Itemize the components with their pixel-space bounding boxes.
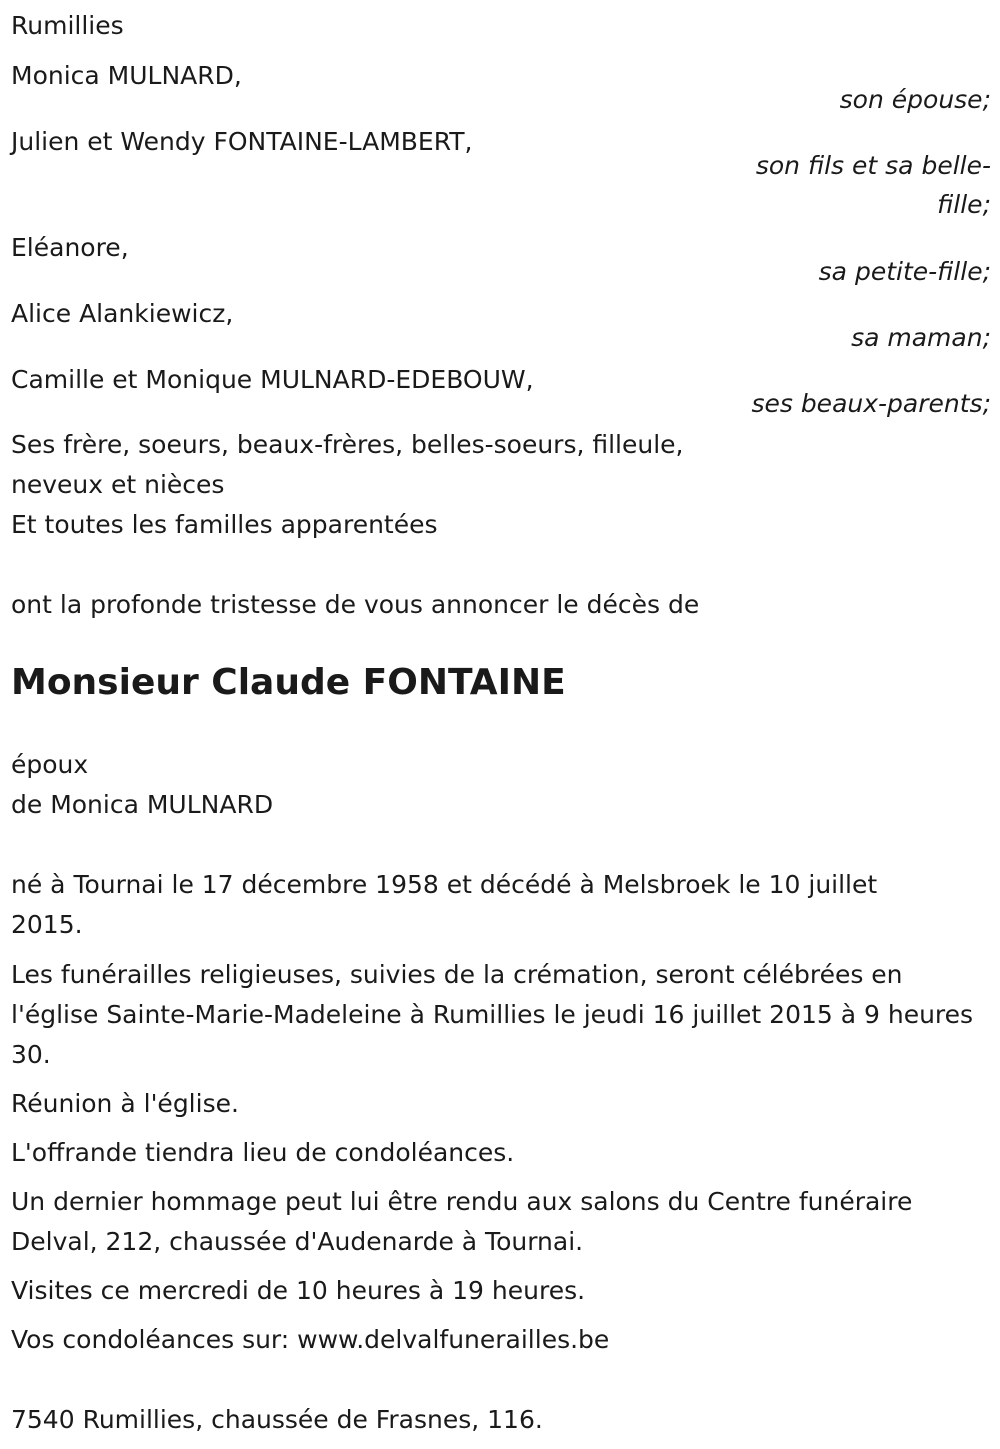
- death-notice: [11, 6, 991, 1440]
- relative-role: son fils et sa belle-fille;: [755, 151, 991, 219]
- relative-entry: [11, 294, 991, 357]
- deceased-relation: [11, 745, 991, 825]
- relative-name: Monica MULNARD,: [11, 61, 242, 90]
- relative-name: Alice Alankiewicz,: [11, 299, 234, 328]
- relative-role: sa maman;: [851, 323, 991, 352]
- birth-death-text: né à Tournai le 17 décembre 1958 et décédé à Melsbroek le 10 juillet 2015.: [11, 870, 878, 939]
- meeting-text: Réunion à l'église.: [11, 1089, 239, 1118]
- relative-role: ses beaux-parents;: [751, 389, 991, 418]
- tribute-text: Un dernier hommage peut lui être rendu aux salons du Centre funéraire Delval, 212, chaussée d'Audenarde à Tournai.: [11, 1187, 913, 1256]
- relative-entry: [11, 122, 991, 224]
- relative-entry: [11, 56, 991, 119]
- relative-name: Julien et Wendy FONTAINE-LAMBERT,: [11, 127, 473, 156]
- relative-name: Eléanore,: [11, 233, 129, 262]
- condolences-text: Vos condoléances sur: www.delvalfunerailles.be: [11, 1325, 610, 1354]
- offering-text: L'offrande tiendra lieu de condoléances.: [11, 1138, 515, 1167]
- relative-entry: [11, 360, 991, 423]
- relation-line: de Monica MULNARD: [11, 790, 274, 819]
- relative-role: son épouse;: [839, 85, 991, 114]
- relative-role: sa petite-fille;: [818, 257, 991, 286]
- locality: Rumillies: [11, 11, 124, 40]
- address-text: 7540 Rumillies, chaussée de Frasnes, 116.: [11, 1405, 543, 1434]
- relation-line: époux: [11, 750, 89, 779]
- funeral-text: Les funérailles religieuses, suivies de la crémation, seront célébrées en l'église Sainte-Marie-Madeleine à Rumillies le jeudi 16 juillet 2015 à 9 heures 30.: [11, 960, 974, 1069]
- extended-family-line: neveux et nièces: [11, 470, 225, 499]
- relative-name: Camille et Monique MULNARD-EDEBOUW,: [11, 365, 534, 394]
- relative-entry: [11, 228, 991, 291]
- extended-family-line: Ses frère, soeurs, beaux-frères, belles-soeurs, filleule,: [11, 430, 684, 459]
- announcement-text: ont la profonde tristesse de vous annoncer le décès de: [11, 590, 700, 619]
- visits-text: Visites ce mercredi de 10 heures à 19 heures.: [11, 1276, 586, 1305]
- extended-family: [11, 425, 991, 545]
- extended-family-line: Et toutes les familles apparentées: [11, 510, 438, 539]
- deceased-name: Monsieur Claude FONTAINE: [11, 662, 566, 703]
